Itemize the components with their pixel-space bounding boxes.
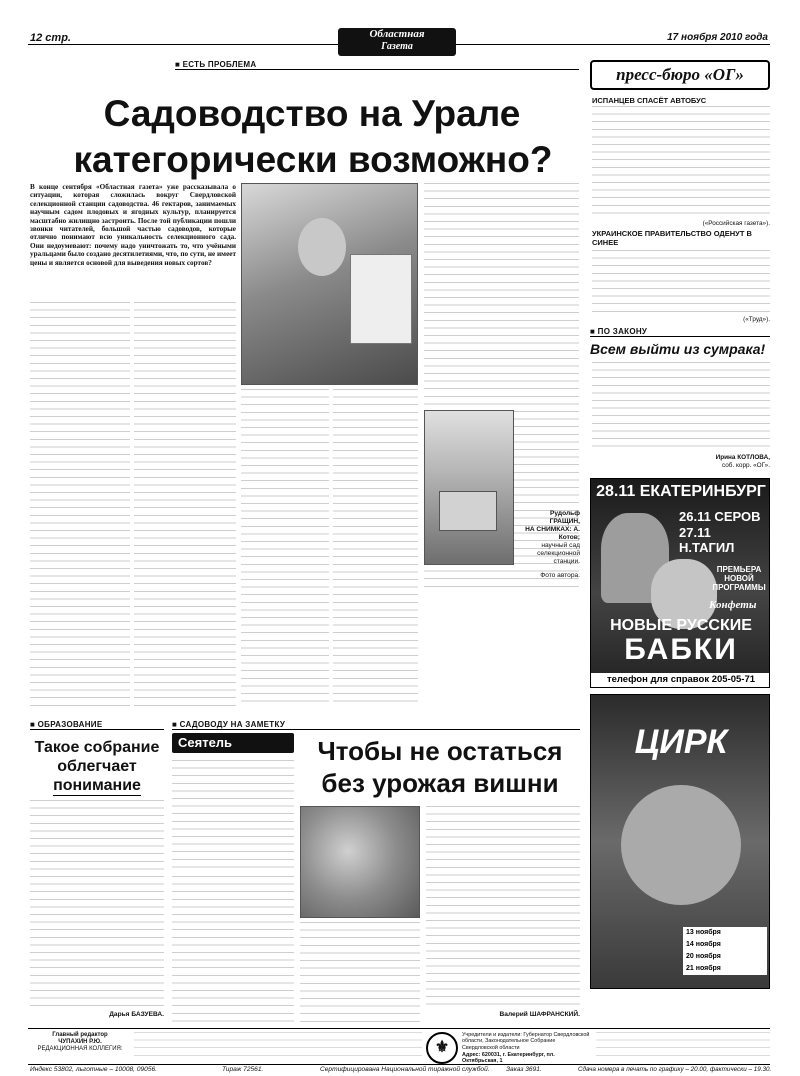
rubric-education-label: ОБРАЗОВАНИЕ [37,720,103,729]
ad-concert-phone: телефон для справок 205-05-71 [591,673,770,687]
education-text [30,800,164,1010]
press-bureau-logo [590,60,770,90]
footer-bottom-rule [28,1064,770,1065]
issue-date: 17 ноября 2010 года [667,32,768,43]
footer-deadline: Сдача номера в печать по графику – 20.00, фактически – 19.30. [578,1066,772,1073]
photo-credit: Фото автора. [540,572,580,579]
main-lead: В конце сентября «Областная газета» уже рассказывала о ситуации, которая сложилась вокруг Свердловской селекционной станции садоводства. 46 гектаров, занимаемых научным садом плодовых и ягодных культур, планируется масштабно жилищно застроить. После той публикации пошли звонки читателей, большой частью садоводов, которые отлично понимают всю уникальность селекционного сада. Они недоумевают: почему надо уничтожать то, что учёными уральцами было создано десятилетиями, что, по сути, не имеет цены и является основой для выведения новых сортов? [30,183,236,267]
footer-address: Адрес: 620031, г. Екатеринбург, пл. Октябрьская, 1 [462,1052,555,1065]
ad-concert-date-city: 28.11 ЕКАТЕРИНБУРГ [596,483,766,500]
education-author: Дарья БАЗУЕВА. [109,1011,164,1018]
press-item1-title: ИСПАНЦЕВ СПАСЁТ АВТОБУС [592,96,707,105]
law-author [592,454,770,470]
main-photo-portrait [241,183,418,385]
main-photo-garden [424,410,514,565]
footer-circulation: Тираж 72561. [222,1066,264,1073]
masthead-logo [338,28,456,56]
main-col-3-text [241,389,329,707]
circus-row2: 14 ноября [686,941,721,948]
garden-col-1-text [172,876,294,1024]
ad-concert-premiere [711,565,767,592]
premiere-line2: НОВОЙ [724,574,754,583]
press-item2-source: («Труд»). [743,316,770,323]
ad-concert-show-2: БАБКИ [624,633,738,666]
footer-contacts-text [134,1032,422,1062]
main-col-1-text [30,302,130,707]
circus-row4: 21 ноября [686,965,721,972]
education-headline-2: облегчает [57,758,137,775]
footer-editor-name: ЧУПАХИН Р.Ю. [58,1039,102,1045]
education-headline [30,738,164,796]
photo-caption-line2: НА СНИМКАХ: А. Котов; [525,526,580,541]
rubric-law-label: ПО ЗАКОНУ [597,327,648,336]
law-headline: Всем выйти из сумрака! [590,341,766,357]
ad-circus-schedule [683,927,767,975]
footer-rule [28,1028,770,1029]
garden-intro-text [172,760,294,872]
law-author-name: Ирина КОТЛОВА, [715,454,770,461]
footer-seal: ⚜ [426,1032,458,1064]
circus-row1: 13 ноября [686,929,721,936]
footer-board-label: РЕДАКЦИОННАЯ КОЛЛЕГИЯ: [37,1046,123,1052]
main-headline-2: категорически возможно? [73,139,553,180]
press-bureau-logo-text: пресс-бюро «ОГ» [616,65,744,84]
press-item1-source: («Российская газета»). [702,220,770,227]
photo-caption-line3: научный сад селекционной станции. [537,542,580,565]
rubric-education [30,720,164,730]
ad-circus[interactable] [590,694,770,989]
ad-concert-brand: Конфеты [709,599,757,611]
premiere-line1: ПРЕМЬЕРА [716,565,762,574]
ad-concert-date3: 27.11 Н.ТАГИЛ [679,525,735,555]
footer-order: Заказ 3691. [506,1066,542,1073]
ad-circus-performer [621,785,741,905]
education-headline-3: понимание [53,777,141,794]
ad-concert[interactable] [590,478,770,688]
main-col-2-text [134,302,236,707]
photo-caption [518,510,580,580]
garden-headline-2: без урожая вишни [321,768,559,798]
main-col-4-text [333,389,418,707]
bullet-icon: ■ [172,720,180,729]
garden-col-3-text [426,806,580,1010]
press-item2-text [592,250,770,314]
footer-notes-text [596,1032,770,1062]
footer-editor-label: Главный редактор [52,1032,108,1038]
garden-headline-1: Чтобы не остаться [317,736,563,766]
premiere-line3: ПРОГРАММЫ [712,583,766,592]
seyatel-badge-label: Сеятель [178,735,233,750]
footer-index: Индекс 53802, льготные – 10008, 09056. [30,1066,157,1073]
main-headline-1: Садоводство на Урале [103,93,521,134]
rubric-law [590,327,770,337]
ad-concert-date2: 26.11 СЕРОВ [679,509,761,524]
seyatel-badge [172,733,294,753]
garden-author: Валерий ШАФРАНСКИЙ. [499,1011,580,1018]
logo-line1: Областная [369,28,425,40]
garden-photo-cherry [300,806,420,918]
press-item2-title: УКРАИНСКОЕ ПРАВИТЕЛЬСТВО ОДЕНУТ В СИНЕЕ [592,229,752,247]
footer-editor [30,1032,130,1053]
education-headline-1: Такое собрание [34,739,160,756]
law-text [592,362,770,452]
logo-line2: Газета [381,41,413,52]
ad-circus-title: ЦИРК [634,723,728,761]
photo-caption-author: Рудольф ГРАЩИН, [549,510,580,525]
footer-certified: Сертифицирована Национальной тиражной службой. [320,1066,490,1073]
garden-building [439,491,497,531]
rubric-problem [175,60,579,70]
bullet-icon: ■ [30,720,38,729]
rubric-problem-label: ЕСТЬ ПРОБЛЕМА [182,60,257,69]
footer-publisher: Учредители и издатели: Губернатор Свердловской области, Законодательное Собрание Свердловской области [462,1032,590,1051]
page-number: 12 стр. [30,32,71,44]
press-item1-text [592,106,770,218]
portrait-face [298,218,346,276]
portrait-book [350,254,412,344]
circus-row3: 20 ноября [686,953,721,960]
rubric-garden-label: САДОВОДУ НА ЗАМЕТКУ [179,720,286,729]
garden-col-2-text [300,922,420,1024]
ad-concert-show-1: НОВЫЕ РУССКИЕ [610,617,752,634]
bullet-icon: ■ [590,327,598,336]
rubric-garden [172,720,580,730]
bullet-icon: ■ [175,60,183,69]
law-author-role: соб. корр. «ОГ». [721,462,770,469]
